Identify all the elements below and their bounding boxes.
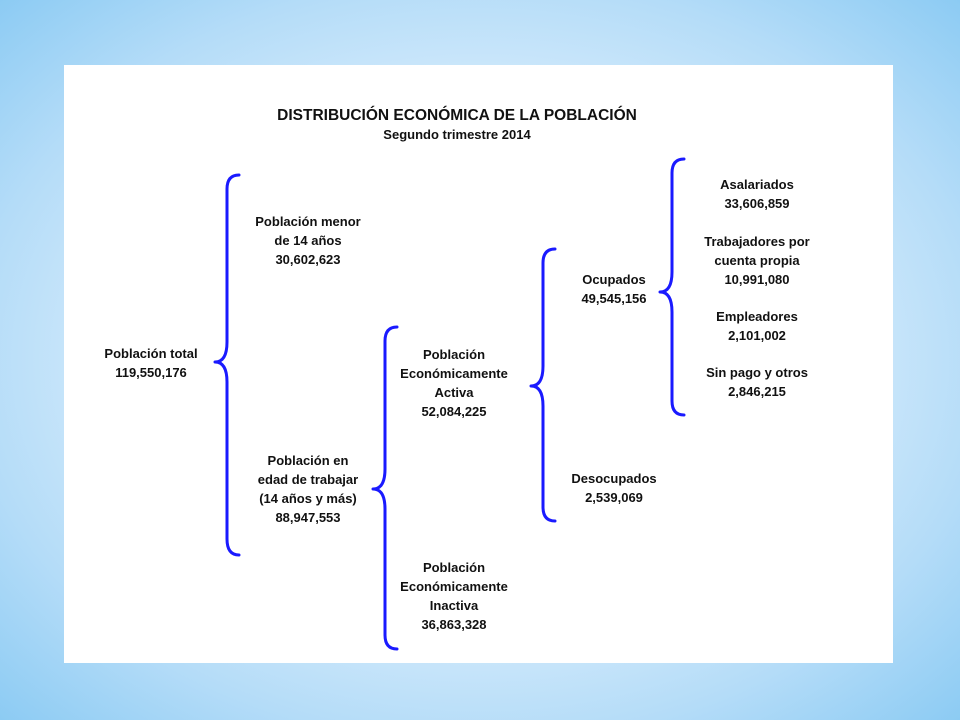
node-desocupados xyxy=(554,469,674,507)
node-ocupados xyxy=(554,270,674,308)
node-label: Población xyxy=(422,560,486,575)
node-label: Empleadores xyxy=(716,309,798,324)
diagram-title: DISTRIBUCIÓN ECONÓMICA DE LA POBLACIÓN xyxy=(277,107,637,124)
node-sin-pago xyxy=(682,363,832,401)
node-label: Económicamente xyxy=(400,579,508,594)
node-value: 88,947,553 xyxy=(275,510,341,525)
node-value: 36,863,328 xyxy=(421,617,487,632)
node-value: 52,084,225 xyxy=(421,404,487,419)
node-pea xyxy=(390,345,518,421)
node-value: 119,550,176 xyxy=(115,365,187,380)
node-label: Población total xyxy=(104,346,198,361)
node-label: Población xyxy=(422,347,486,362)
node-label: de 14 años xyxy=(274,233,342,248)
node-value: 2,539,069 xyxy=(585,490,643,505)
node-label: Población menor xyxy=(255,214,361,229)
brace-pea xyxy=(531,249,555,521)
node-empleadores xyxy=(682,307,832,345)
node-value: 30,602,623 xyxy=(275,252,341,267)
node-value: 10,991,080 xyxy=(724,272,790,287)
node-label: Sin pago y otros xyxy=(706,365,808,380)
node-value: 2,846,215 xyxy=(728,384,786,399)
node-asalariados xyxy=(682,175,832,213)
node-pnea xyxy=(390,558,518,634)
brace-poblacion-total xyxy=(215,175,239,555)
node-label: edad de trabajar xyxy=(257,472,359,487)
node-value: 2,101,002 xyxy=(728,328,786,343)
node-label: Inactiva xyxy=(429,598,479,613)
node-label: Económicamente xyxy=(400,366,508,381)
node-label: Trabajadores por xyxy=(704,234,810,249)
node-label: Asalariados xyxy=(720,177,794,192)
node-label: Desocupados xyxy=(571,471,657,486)
node-label: Activa xyxy=(434,385,474,400)
node-cuenta-propia xyxy=(682,232,832,289)
slide xyxy=(64,65,893,663)
node-label: (14 años y más) xyxy=(259,491,357,506)
diagram-subtitle: Segundo trimestre 2014 xyxy=(383,127,531,142)
node-edad-trabajar xyxy=(240,451,376,527)
node-poblacion-menor-14 xyxy=(240,212,376,269)
node-value: 49,545,156 xyxy=(581,291,647,306)
node-label: Ocupados xyxy=(582,272,646,287)
node-value: 33,606,859 xyxy=(724,196,790,211)
node-label: Población en xyxy=(267,453,349,468)
node-label: cuenta propia xyxy=(714,253,800,268)
node-poblacion-total xyxy=(90,344,212,382)
